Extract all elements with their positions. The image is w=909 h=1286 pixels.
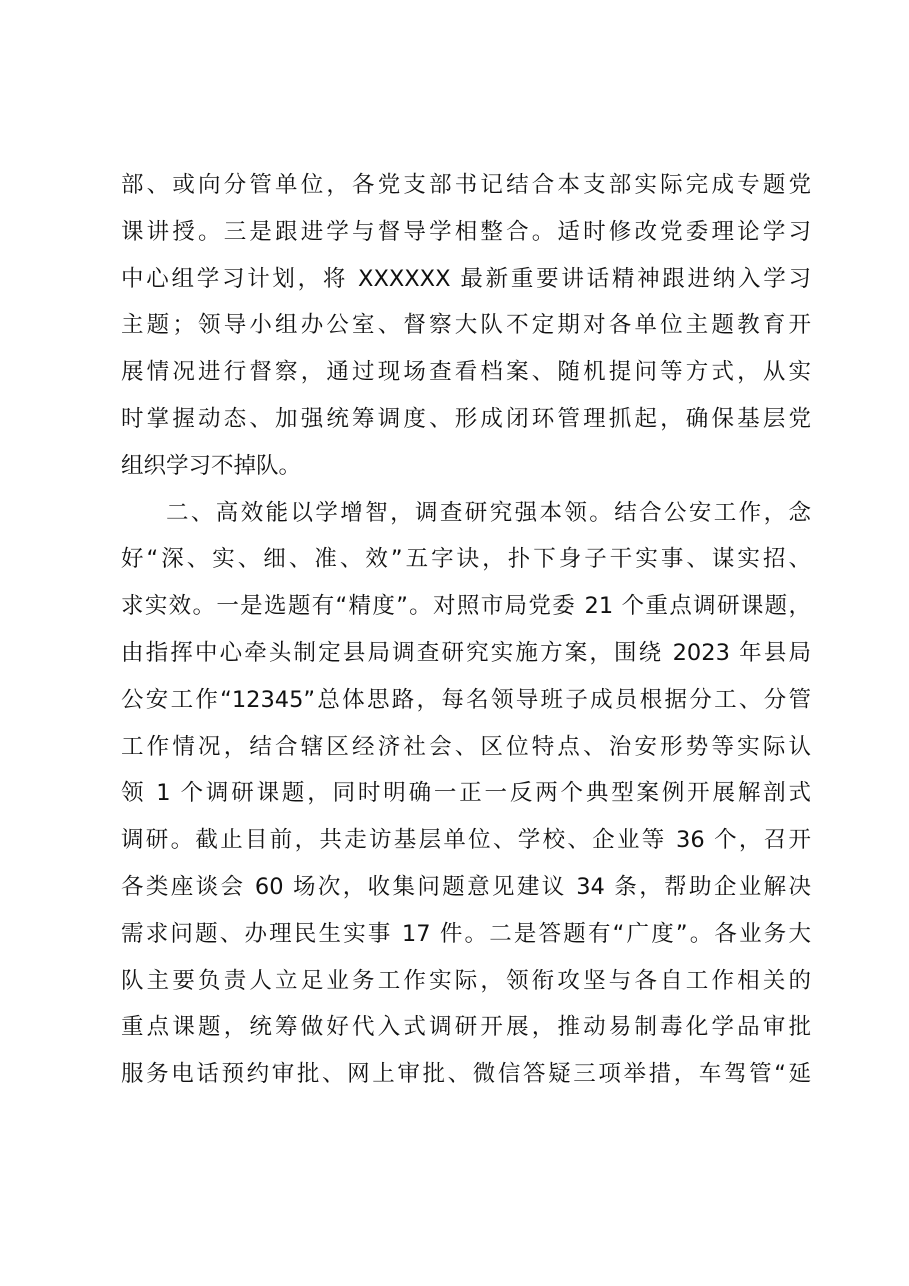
text-line: 求实效。一是选题有“精度”。对照市局党委 21 个重点调研课题，	[121, 593, 811, 620]
text-line: 队主要负责人立足业务工作实际，领衔攻坚与各自工作相关的	[121, 967, 811, 994]
text-line: 组织学习不掉队。	[121, 452, 302, 479]
text-line: 调研。截止目前，共走访基层单位、学校、企业等 36 个，召开	[121, 827, 811, 854]
text-line: 各类座谈会 60 场次，收集问题意见建议 34 条，帮助企业解决	[121, 873, 811, 900]
text-line: 展情况进行督察，通过现场查看档案、随机提问等方式，从实	[121, 359, 811, 386]
text-line: 好“深、实、细、准、效”五字诀，扑下身子干实事、谋实招、	[121, 546, 811, 573]
text-line: 服务电话预约审批、网上审批、微信答疑三项举措，车驾管“延	[121, 1061, 811, 1088]
text-line: 中心组学习计划，将 XXXXXX 最新重要讲话精神跟进纳入学习	[121, 265, 811, 292]
text-line: 课讲授。三是跟进学与督导学相整合。适时修改党委理论学习	[121, 218, 811, 245]
text-line: 重点课题，统筹做好代入式调研开展，推动易制毒化学品审批	[121, 1014, 811, 1041]
text-line: 工作情况，结合辖区经济社会、区位特点、治安形势等实际认	[121, 733, 811, 760]
text-line: 主题；领导小组办公室、督察大队不定期对各单位主题教育开	[121, 312, 811, 339]
text-line: 由指挥中心牵头制定县局调查研究实施方案，围绕 2023 年县局	[121, 639, 811, 666]
body-text	[121, 162, 811, 1098]
text-line: 公安工作“12345”总体思路，每名领导班子成员根据分工、分管	[121, 686, 811, 713]
text-line: 部、或向分管单位，各党支部书记结合本支部实际完成专题党	[121, 172, 811, 198]
text-line: 时掌握动态、加强统筹调度、形成闭环管理抓起，确保基层党	[121, 405, 811, 432]
section-heading-line: 二、高效能以学增智，调查研究强本领。结合公安工作，念	[166, 499, 811, 526]
text-line: 领 1 个调研课题，同时明确一正一反两个典型案例开展解剖式	[121, 780, 811, 807]
text-line: 需求问题、办理民生实事 17 件。二是答题有“广度”。各业务大	[121, 920, 811, 947]
